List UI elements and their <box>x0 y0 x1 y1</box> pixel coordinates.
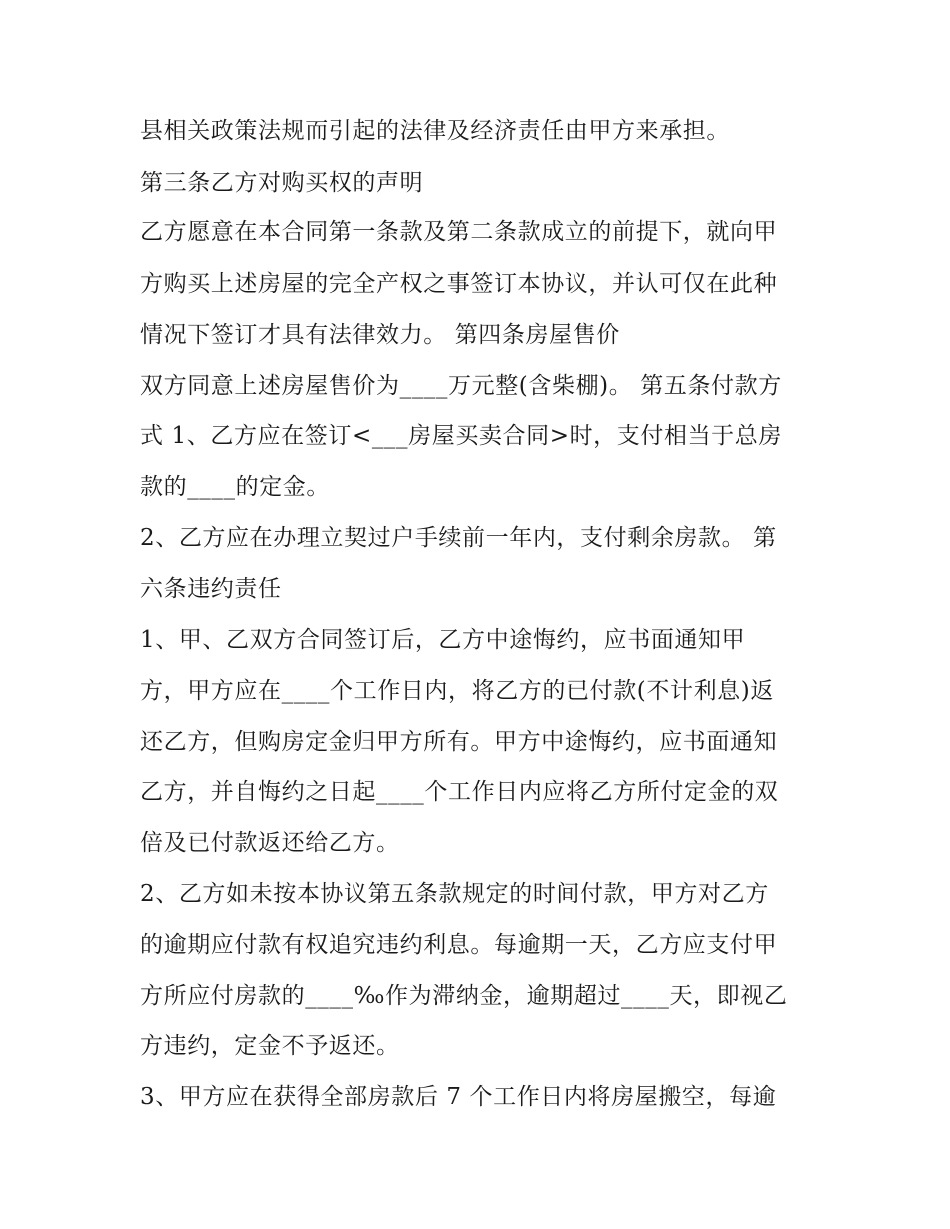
text-line: 1、甲、乙双方合同签订后，乙方中途悔约，应书面通知甲 <box>140 627 746 653</box>
text-line: 方，甲方应在____个工作日内，将乙方的已付款(不计利息)返 <box>140 678 774 704</box>
text-line: 还乙方，但购房定金归甲方所有。甲方中途悔约，应书面通知 <box>140 729 778 755</box>
text-line: 双方同意上述房屋售价为____万元整(含柴棚)。 第五条付款方 <box>140 373 782 399</box>
section-heading: 六条违约责任 <box>140 576 282 602</box>
text-line: 县相关政策法规而引起的法律及经济责任由甲方来承担。 <box>140 118 730 144</box>
text-line: 情况下签订才具有法律效力。 第四条房屋售价 <box>140 322 620 348</box>
text-line: 乙方，并自悔约之日起____个工作日内应将乙方所付定金的双 <box>140 779 779 805</box>
text-line: 方所应付房款的____‰作为滞纳金，逾期超过____天，即视乙 <box>140 983 788 1009</box>
text-line: 方购买上述房屋的完全产权之事签订本协议，并认可仅在此种 <box>140 271 778 297</box>
text-line: 倍及已付款返还给乙方。 <box>140 830 400 856</box>
text-line: 的逾期应付款有权追究违约利息。每逾期一天，乙方应支付甲 <box>140 932 778 958</box>
section-heading: 第三条乙方对购买权的声明 <box>140 170 424 196</box>
text-line: 方违约，定金不予返还。 <box>140 1033 400 1059</box>
text-line: 2、乙方应在办理立契过户手续前一年内，支付剩余房款。 第 <box>140 525 777 551</box>
text-line: 2、乙方如未按本协议第五条款规定的时间付款，甲方对乙方 <box>140 881 769 907</box>
text-line: 乙方愿意在本合同第一条款及第二条款成立的前提下，就向甲 <box>140 219 778 245</box>
text-line: 款的____的定金。 <box>140 474 330 500</box>
text-line: 3、甲方应在获得全部房款后 7 个工作日内将房屋搬空，每逾 <box>140 1084 777 1110</box>
text-line: 式 1、乙方应在签订<___房屋买卖合同>时，支付相当于总房 <box>140 423 782 449</box>
